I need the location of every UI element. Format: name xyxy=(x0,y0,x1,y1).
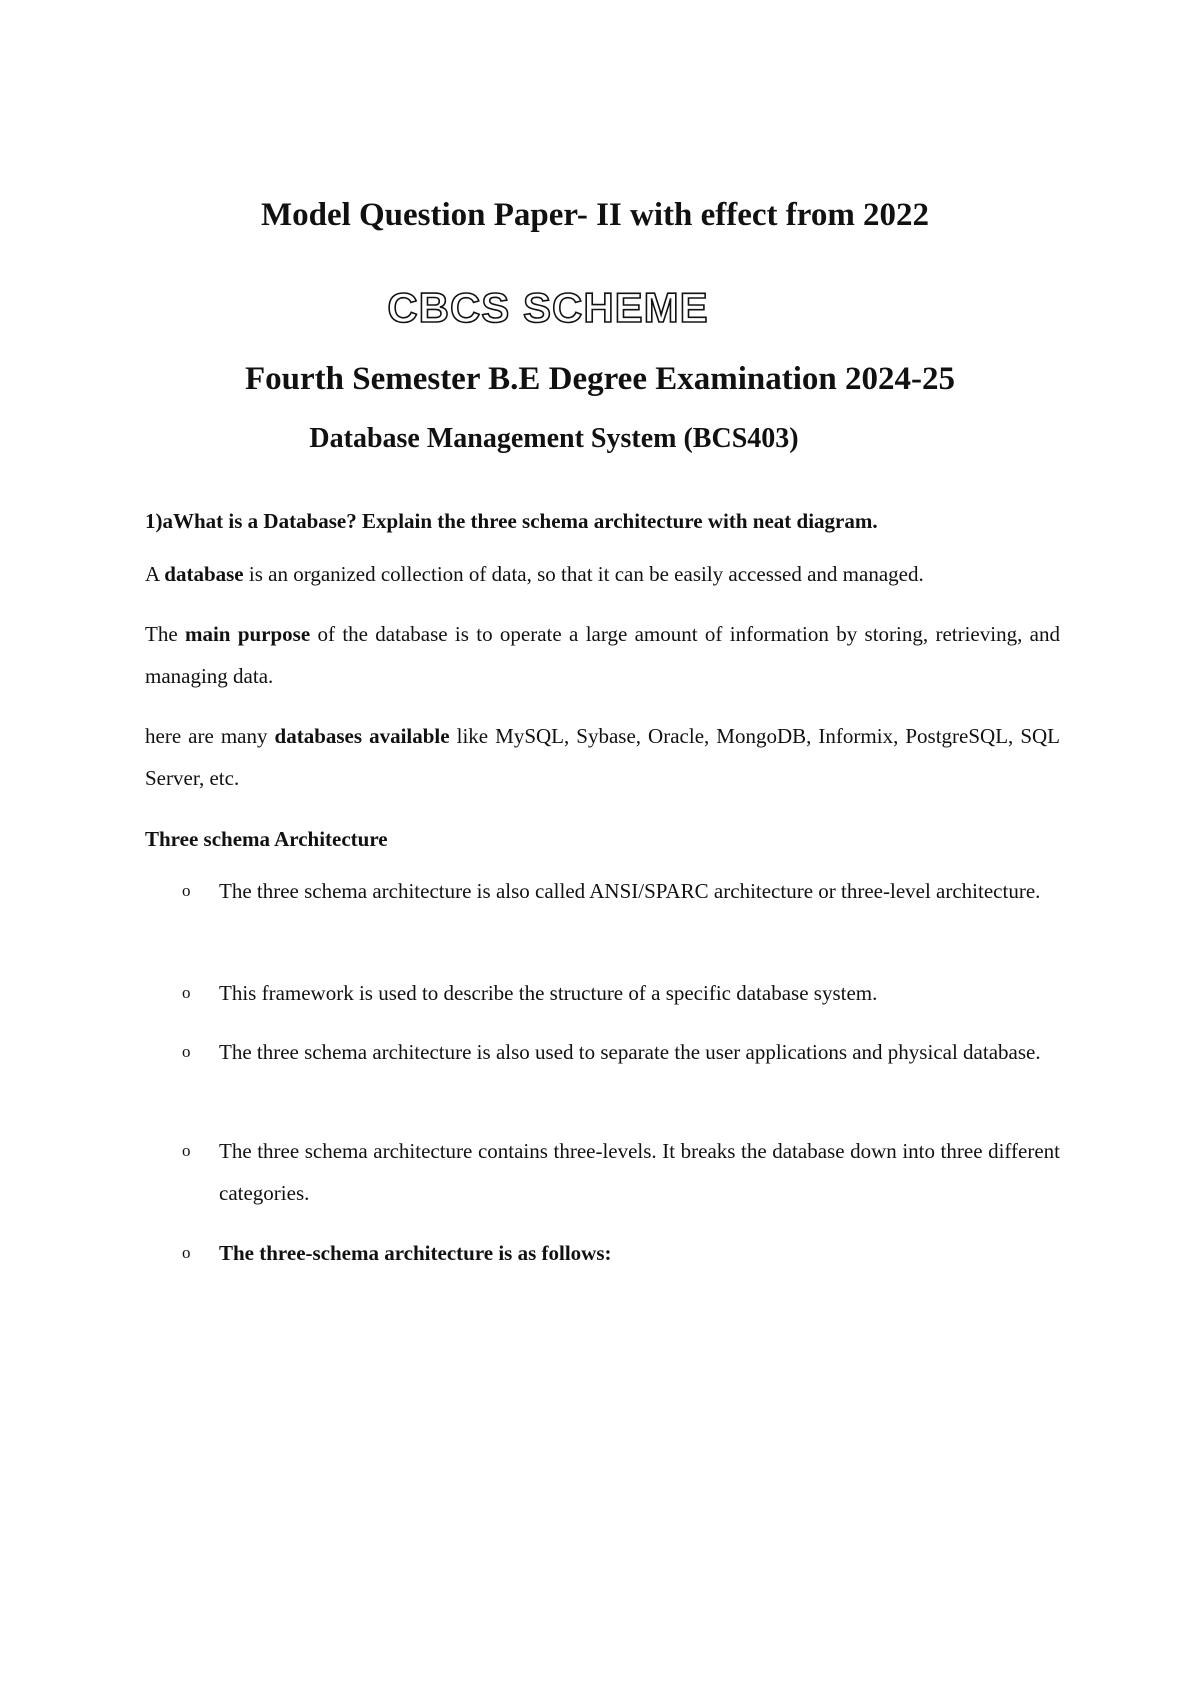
paragraph-text: of the database is to operate a large amount of information by storing, retrieving, and managing data. xyxy=(145,622,1060,688)
paragraph-text: is an organized collection of data, so that it can be easily accessed and managed. xyxy=(243,562,924,586)
paragraph-bold-text: database xyxy=(164,562,244,586)
paragraph-examples xyxy=(145,715,1060,799)
question-text: 1)aWhat is a Database? Explain the three schema architecture with neat diagram. xyxy=(145,509,878,533)
list-item-text: This framework is used to describe the structure of a specific database system. xyxy=(219,981,878,1005)
subject-title: Database Management System (BCS403) xyxy=(309,423,799,454)
bullet-icon: o xyxy=(182,1042,191,1061)
bullet-icon: o xyxy=(182,1141,191,1160)
bullet-icon: o xyxy=(182,983,191,1002)
paragraph-text: A xyxy=(145,562,165,586)
exam-title: Fourth Semester B.E Degree Examination 2024-25 xyxy=(244,361,956,397)
paragraph-text: here are many xyxy=(145,724,275,748)
paper-title: Model Question Paper- II with effect from 2022 xyxy=(260,197,930,233)
list-item-text: The three schema architecture is also called ANSI/SPARC architecture or three-level architecture. xyxy=(219,879,1041,903)
list-item-text: The three schema architecture contains three-levels. It breaks the database down into three different categories. xyxy=(219,1139,1060,1205)
scheme-label: CBCS SCHEME xyxy=(387,284,709,331)
paragraph-purpose xyxy=(145,613,1060,697)
bullet-icon: o xyxy=(182,1243,191,1262)
bullet-icon: o xyxy=(182,881,191,900)
list-item-text: The three schema architecture is also used to separate the user applications and physical database. xyxy=(219,1040,1041,1064)
paragraph-bold-text: databases available xyxy=(274,724,450,748)
paragraph-bold-text: main purpose xyxy=(184,622,311,646)
paragraph-definition xyxy=(145,553,1060,595)
paragraph-text: The xyxy=(145,622,185,646)
paragraph-text: like MySQL, Sybase, Oracle, MongoDB, Informix, PostgreSQL, SQL Server, etc. xyxy=(145,724,1060,790)
section-heading: Three schema Architecture xyxy=(145,827,388,851)
list-item-text: The three-schema architecture is as follows: xyxy=(219,1241,612,1265)
